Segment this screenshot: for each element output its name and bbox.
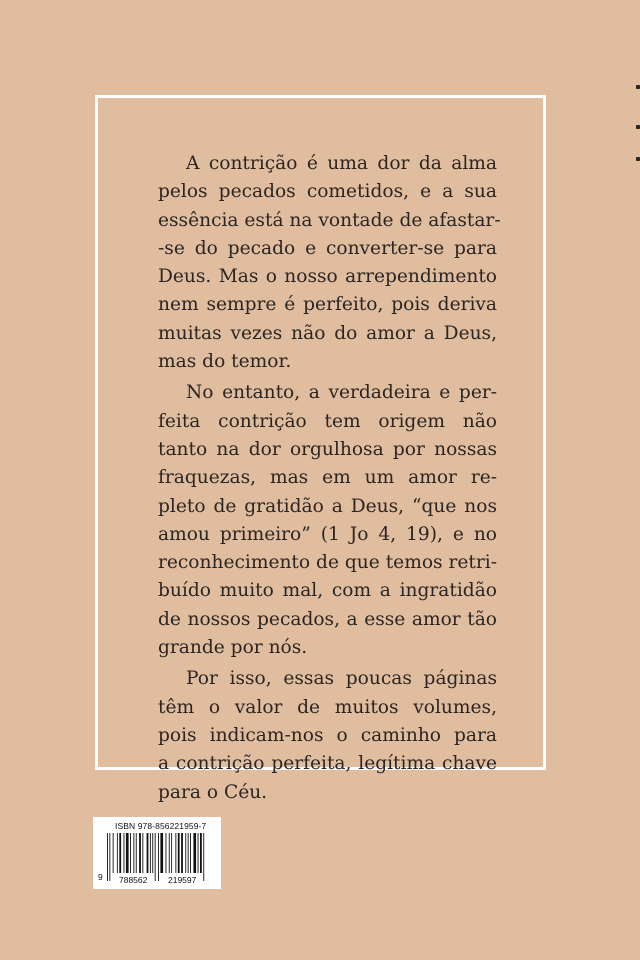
back-cover-text [158,150,501,807]
barcode-bar [188,833,189,873]
barcode-bars [107,833,211,881]
barcode-bar [124,833,125,873]
barcode-bar [139,833,141,873]
text-line: buído muito mal, com a ingratidão [158,580,497,602]
barcode-bar [152,833,153,873]
text-line: mas do temor. [158,351,292,373]
barcode-bar [190,833,191,873]
text-line: -se do pecado e converter-se para [158,237,497,259]
barcode-bar [175,833,176,873]
barcode-bar [150,833,151,873]
isbn-barcode [93,817,221,889]
text-line: pois indicam-nos o caminho para [158,724,497,746]
text-line: têm o valor de muitos volumes, [158,696,497,718]
edge-mark [636,125,640,129]
paragraph-1 [158,150,501,376]
barcode-bar [166,833,167,873]
paragraph-2 [158,379,497,662]
text-line: pleto de gratidão a Deus, “que nos [158,495,497,517]
barcode-bar [155,833,156,881]
barcode-bar [107,833,108,881]
barcode-bar [133,833,134,873]
barcode-digit-first: 9 [98,872,103,882]
barcode-bar [147,833,149,873]
barcode-bar [203,833,204,881]
text-line: A contrição é uma dor da alma [186,153,497,174]
text-line: muitas vezes não do amor a Deus, [158,322,497,344]
barcode-bar [117,833,118,873]
barcode-bar [142,833,143,873]
barcode-bar [200,833,202,873]
barcode-bar [181,833,183,873]
edge-mark [636,85,640,89]
text-line: a contrição perfeita, legítima chave [158,753,497,775]
text-line: No entanto, a verdadeira e per- [186,382,497,404]
barcode-bar [198,833,199,873]
text-line: para o Céu. [158,781,268,803]
text-line: feita contrição tem origem não [158,410,497,432]
paragraph-3 [158,665,497,806]
barcode-bar [158,833,159,881]
text-line: fraquezas, mas em um amor re- [158,467,497,489]
barcode-bar [178,833,180,873]
barcode-bar [160,833,163,873]
barcode-bar [109,833,110,881]
text-line: essência está na vontade de afastar- [158,209,501,231]
text-line: pelos pecados cometidos, e a sua [158,181,497,203]
barcode-bar [169,833,170,873]
text-line: reconhecimento de que temos retri- [158,552,497,574]
edge-mark [636,157,640,161]
barcode-bar [126,833,129,873]
barcode-digits-left: 788562 [119,875,148,885]
barcode-digits-right: 219597 [168,875,197,885]
text-line: Por isso, essas poucas páginas [186,668,497,690]
barcode-bar [193,833,196,873]
text-line: grande por nós. [158,637,308,659]
barcode-bar [119,833,121,873]
text-line: nem sempre é perfeito, pois deriva [158,294,497,316]
text-line: tanto na dor orgulhosa por nossas [158,438,497,460]
text-line: amou primeiro” (1 Jo 4, 19), e no [158,523,497,545]
isbn-label: ISBN 978-856221959-7 [115,821,207,831]
edge-marks [634,85,640,175]
barcode-bar [171,833,172,873]
barcode-bar [113,833,114,873]
barcode-bar [130,833,131,873]
barcode-bar [136,833,137,873]
text-line: Deus. Mas o nosso arrependimento [158,266,497,288]
barcode-bar [185,833,186,873]
text-line: de nossos pecados, a esse amor tão [158,608,497,630]
